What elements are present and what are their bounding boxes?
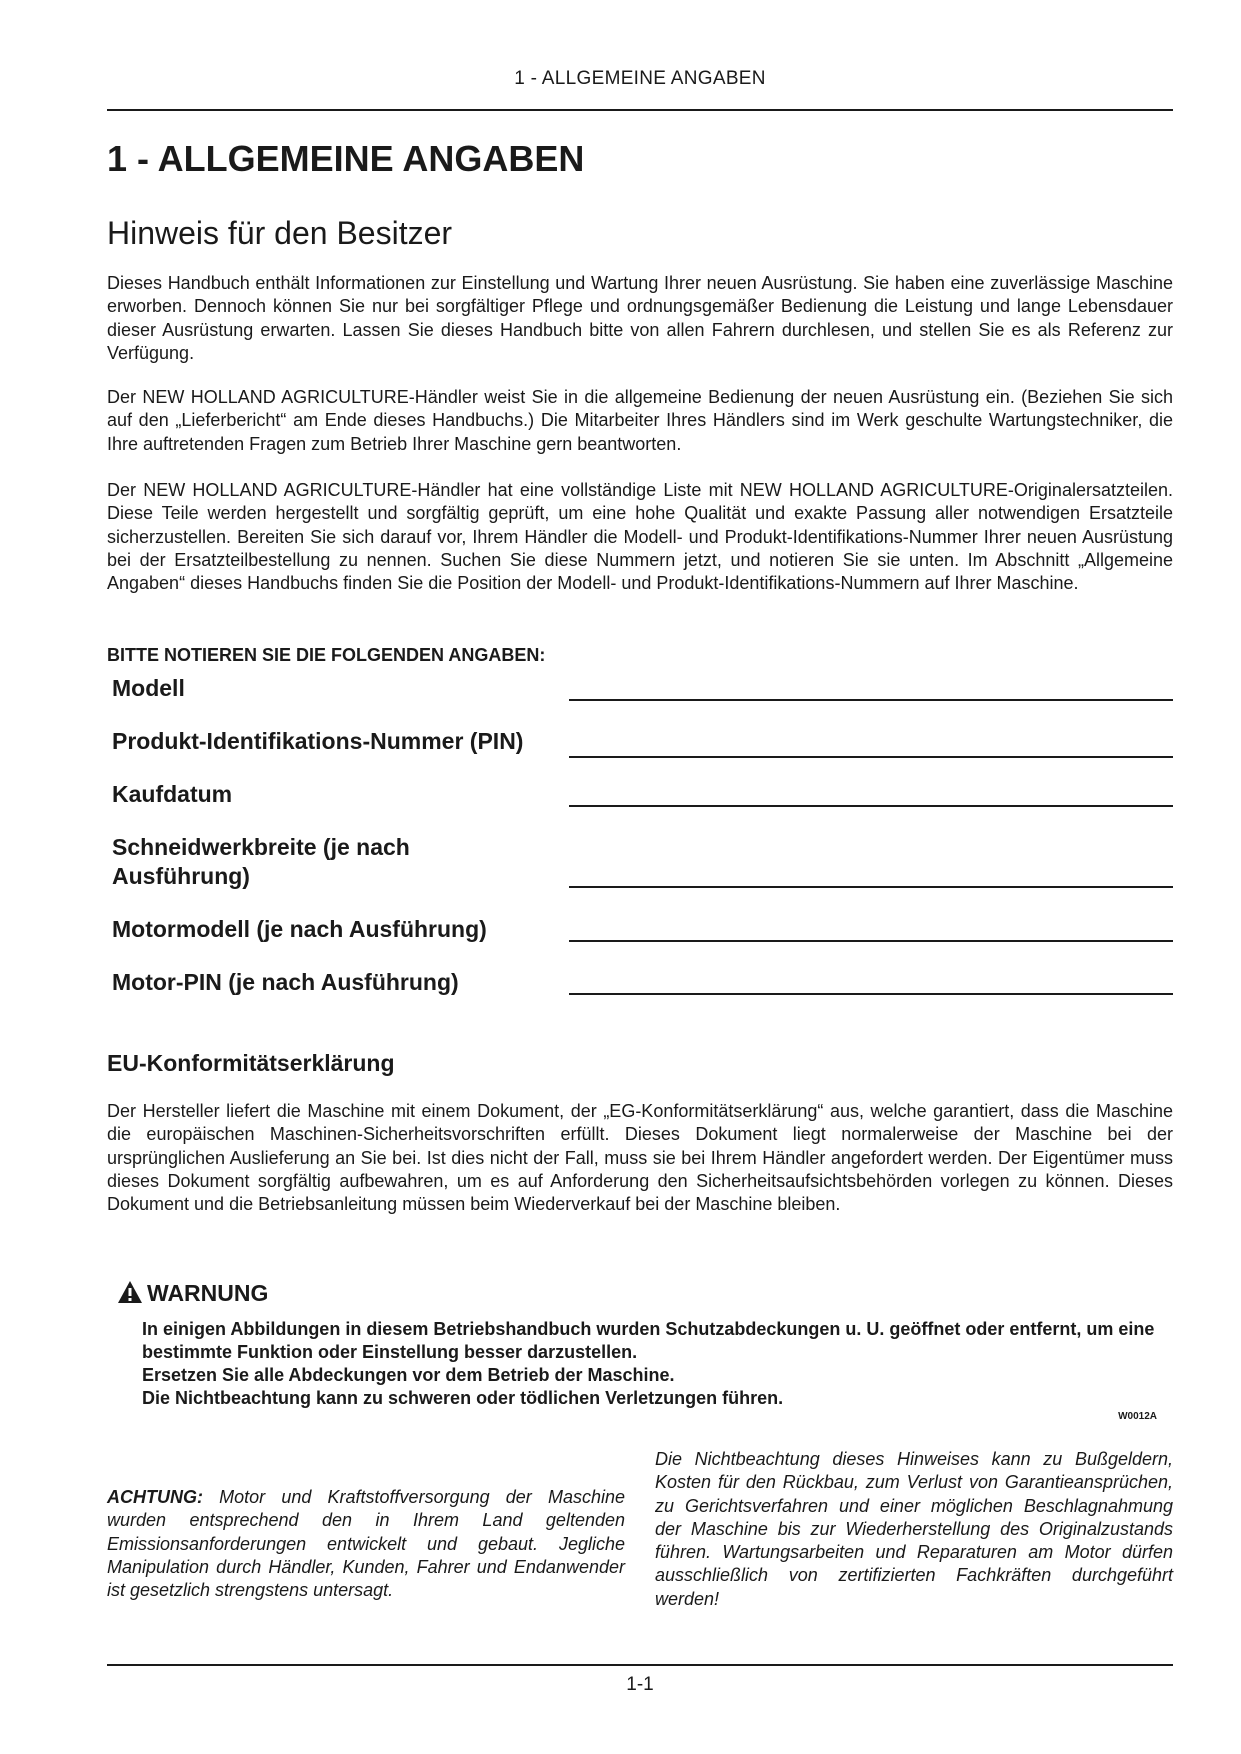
dealer-paragraph: Der NEW HOLLAND AGRICULTURE-Händler weist Sie in die allgemeine Bedienung der neuen Ausrüstung ein. (Beziehen Sie sich auf den „Lieferbericht“ am Ende dieses Handbuchs.) Die Mitarbeiter Ihres Händlers sind im Werk geschulte Wartungstechniker, die Ihre auftretenden Fragen zum Betrieb Ihrer Maschine gern beantworten. xyxy=(107,387,1173,454)
page-number: 1-1 xyxy=(626,1674,654,1695)
eu-conformity-heading: EU-Konformitätserklärung xyxy=(107,1050,395,1076)
document-page xyxy=(107,0,1173,1754)
section-title: Hinweis für den Besitzer xyxy=(107,215,453,251)
caution-consequence-paragraph: Die Nichtbeachtung dieses Hinweises kann zu Bußgeldern, Kosten für den Rückbau, zum Verlust von Garantieansprüchen, zu Gerichtsverfahren und einer möglichen Beschlagnahmung der Maschine bis zur Wiederherstellung des Originalzustands führen. Wartungsarbeiten und Reparaturen am Motor dürfen ausschließlich von zertifizierten Fachkräften durchgeführt werden! xyxy=(655,1449,1173,1609)
record-label: Motormodell (je nach Ausführung) xyxy=(112,916,487,942)
record-entry-line xyxy=(569,886,1173,888)
record-label: Modell xyxy=(112,675,185,701)
warning-line: In einigen Abbildungen in diesem Betriebshandbuch wurden Schutzabdeckungen u. U. geöffnet oder entfernt, um eine bestimmte Funktion oder Einstellung besser darzustellen. xyxy=(142,1319,1155,1362)
eu-conformity-paragraph: Der Hersteller liefert die Maschine mit einem Dokument, der „EG-Konformitätserklärung“ aus, welche garantiert, dass die Maschine die europäischen Maschinen-Sicherheitsvorschriften erfüllt. Dieses Dokument liegt normalerweise der Maschine bei der ursprünglichen Auslieferung an Sie bei. Ist dies nicht der Fall, muss sie bei Ihrem Händler angefordert werden. Der Eigentümer muss dieses Dokument sorgfältig aufbewahren, um es auf Anforderung den Sicherheitsaufsichtsbehörden vorlegen zu können. Dieses Dokument und die Betriebsanleitung müssen beim Wiederverkauf bei der Maschine bleiben. xyxy=(107,1101,1173,1215)
running-header: 1 - ALLGEMEINE ANGABEN xyxy=(514,68,766,89)
warning-title-text: WARNUNG xyxy=(147,1280,269,1306)
header-rule xyxy=(107,109,1173,111)
warning-text xyxy=(142,1318,1162,1410)
intro-paragraph: Dieses Handbuch enthält Informationen zur Einstellung und Wartung Ihrer neuen Ausrüstung. Sie haben eine zuverlässige Maschine erworben. Dennoch können Sie nur bei sorgfältiger Pflege und ordnungsgemäßer Bedienung die Leistung und lange Lebensdauer dieser Ausrüstung erwarten. Lassen Sie dieses Handbuch bitte von allen Fahrern durchlesen, und stellen Sie es als Referenz zur Verfügung. xyxy=(107,273,1173,363)
record-entry-line xyxy=(569,993,1173,995)
record-label: Kaufdatum xyxy=(112,781,233,807)
footer-rule xyxy=(107,1664,1173,1666)
record-entry-line xyxy=(569,805,1173,807)
record-label: Motor-PIN (je nach Ausführung) xyxy=(112,969,459,995)
caution-text: Motor und Kraftstoffversorgung der Maschine wurden entsprechend den in Ihrem Land geltenden Emissionsanforderungen entwickelt und gebaut. Jegliche Manipulation durch Händler, Kunden, Fahrer und Endanwender ist gesetzlich strengstens untersagt. xyxy=(107,1487,625,1601)
record-entry-line xyxy=(569,699,1173,701)
record-notice-heading: BITTE NOTIEREN SIE DIE FOLGENDEN ANGABEN: xyxy=(107,645,546,665)
warning-triangle-icon xyxy=(117,1280,143,1304)
warning-line: Die Nichtbeachtung kann zu schweren oder tödlichen Verletzungen führen. xyxy=(142,1388,784,1408)
record-entry-line xyxy=(569,756,1173,758)
warning-line: Ersetzen Sie alle Abdeckungen vor dem Betrieb der Maschine. xyxy=(142,1365,675,1385)
record-entry-line xyxy=(569,940,1173,942)
parts-paragraph: Der NEW HOLLAND AGRICULTURE-Händler hat eine vollständige Liste mit NEW HOLLAND AGRICULTURE-Originalersatzteilen. Diese Teile werden hergestellt und sorgfältig geprüft, um eine hohe Qualität und exakte Passung aller notwendigen Ersatzteile sicherzustellen. Bereiten Sie sich darauf vor, Ihrem Händler die Modell- und Produkt-Identifikations-Nummer Ihrer neuen Ausrüstung bei der Ersatzteilbestellung zu nennen. Suchen Sie diese Nummern jetzt, und notieren Sie sie unten. Im Abschnitt „Allgemeine Angaben“ dieses Handbuchs finden Sie die Position der Modell- und Produkt-Identifikations-Nummern auf Ihrer Maschine. xyxy=(107,480,1173,594)
caution-paragraph xyxy=(107,1486,625,1602)
warning-code: W0012A xyxy=(1118,1411,1157,1422)
warning-title xyxy=(117,1280,268,1307)
record-label: Produkt-Identifikations-Nummer (PIN) xyxy=(112,728,524,754)
chapter-title: 1 - ALLGEMEINE ANGABEN xyxy=(107,138,585,179)
caution-label: ACHTUNG: xyxy=(107,1487,203,1507)
record-label: Schneidwerkbreite (je nach Ausführung) xyxy=(112,834,410,889)
